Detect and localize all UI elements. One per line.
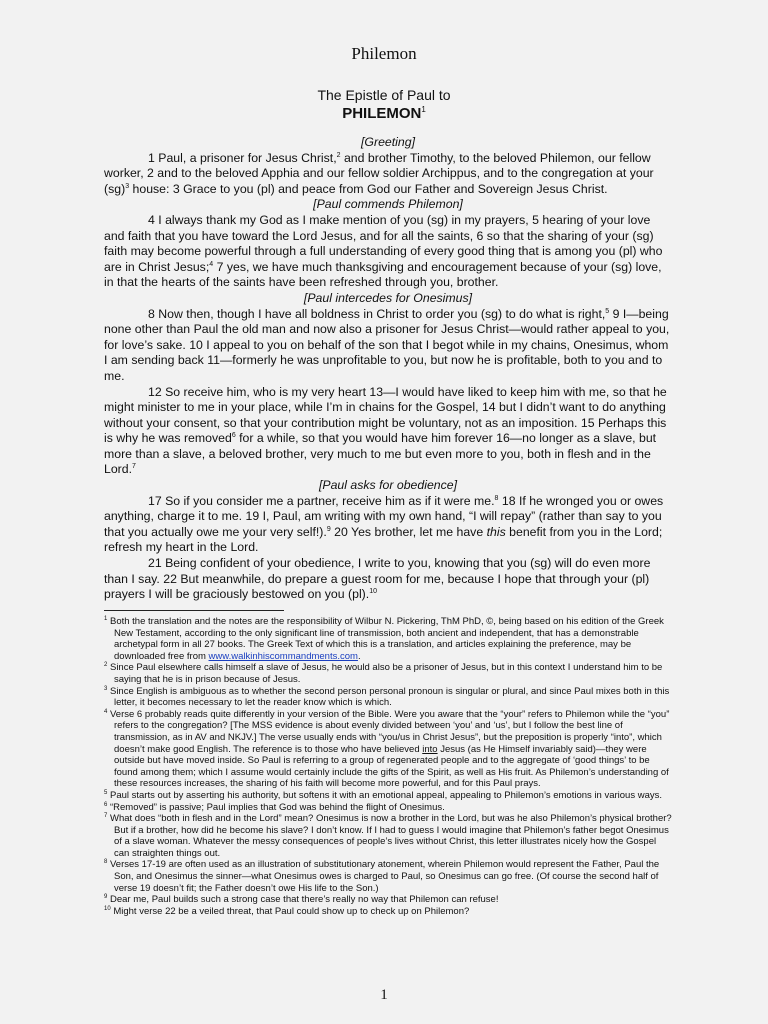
text-run: 1 Paul, a prisoner for Jesus Christ, — [148, 150, 337, 165]
text-run: benefit from you in the Lord; refresh my heart in the Lord. — [104, 524, 663, 555]
text-run: 20 Yes brother, let me have — [330, 524, 487, 539]
paragraph — [104, 494, 672, 556]
footnote-number: 10 — [104, 905, 111, 912]
running-header: Philemon — [351, 44, 417, 63]
footnote-number: 3 — [104, 685, 108, 692]
footnote-text: Dear me, Paul builds such a strong case that there’s really no way that Philemon can refuse! — [107, 894, 499, 906]
footnote-number: 2 — [104, 662, 108, 669]
footnote — [104, 709, 672, 790]
page-number: 1 — [380, 987, 388, 1003]
footnote-separator — [104, 610, 284, 611]
paragraph — [104, 556, 672, 603]
section-heading: [Greeting] — [361, 135, 415, 149]
section-heading: [Paul intercedes for Onesimus] — [303, 290, 473, 305]
title-subline: The Epistle of Paul to — [317, 87, 451, 103]
footnote-ref: 9 — [326, 525, 331, 533]
title-main — [0, 104, 768, 124]
text-run: house: 3 Grace to you (pl) and peace from God our Father and Sovereign Jesus Christ. — [129, 181, 608, 196]
footnote — [104, 616, 672, 662]
footnote-text: Verse 6 probably reads quite differently in your version of the Bible. Were you aware that the “your” refers to Philemon while the “you” refers to the congregation? [The MSS evidence is about evenly divided between ‘you’ and ‘us’, but I follow the best line of transmission, as in AV and NKJV.] The verse usually ends with “you/us in Christ Jesus”, but the preposition is properly “into”, which doesn’t make good English. The reference is to those who have believed — [107, 708, 670, 755]
footnote-text: “Removed” is passive; Paul implies that God was behind the flight of Onesimus. — [107, 801, 445, 813]
footnote-ref: 4 — [209, 260, 214, 268]
footnote-text: Verses 17-19 are often used as an illustration of substitutionary atonement, wherein Philemon would represent the Father, Paul the Son, and Onesimus the sinner—what Onesimus owes is charged to Paul, so Onesimus can go free. (Of course the second half of verse 19 doesn’t fit; the Father doesn’t owe His life to the Son.) — [107, 859, 660, 894]
text-run: 8 Now then, though I have all boldness in Christ to order you (sg) to do what is right, — [148, 306, 606, 321]
footnote-text: Paul starts out by asserting his authority, but softens it with an emotional appeal, appealing to Philemon’s emotions in various ways. — [107, 789, 662, 801]
footnote-text: Since English is ambiguous as to whether the second person personal pronoun is singular or plural, and since Paul mixes both in this letter, it becomes necessary to let the reader know which is which. — [107, 685, 670, 709]
footnote — [104, 802, 672, 814]
text-run: 21 Being confident of your obedience, I write to you, knowing that you (sg) will do even more than I say. 22 But meanwhile, do prepare a guest room for me, because I hope that through your (pl) prayers I will be graciously bestowed on you (pl). — [104, 556, 651, 602]
text-run: 17 So if you consider me a partner, receive him as if it were me. — [148, 493, 495, 508]
footnote-ref: 3 — [125, 182, 130, 190]
text-run: 7 yes, we have much thanksgiving and encouragement because of your (sg) love, in that the hearts of the saints have been refreshed through you, brother. — [104, 259, 662, 290]
epistle-body — [104, 135, 672, 603]
footnote-ref: 5 — [605, 307, 610, 315]
text-run: 9 I—being none other than Paul the old man and now also a prisoner for Jesus Christ—would rather appeal to you, for love’s sake. 10 I appeal to you on behalf of the son that I begot while in my chains, Onesimus, whom I am sending back 11—formerly he was unprofitable to you, but now he is profitable, both to you and to me. — [104, 306, 670, 383]
paragraph — [104, 151, 672, 198]
footnote-ref: 7 — [132, 463, 136, 471]
footnote-ref: 1 — [421, 105, 426, 114]
title-block — [0, 87, 768, 124]
footnote-number: 1 — [104, 615, 108, 622]
text-run: 12 So receive him, who is my very heart 13—I would have liked to keep him with me, so that he might minister to me in your place, while I’m in chains for the Gospel, 14 but I didn’t want to do anything without your consent, so that your contribution might be voluntary, not as an imposition. 15 Perhaps this is why he was removed — [104, 384, 667, 446]
footnote — [104, 662, 672, 685]
footnote-number: 9 — [104, 894, 108, 901]
underlined-word: into — [422, 743, 438, 755]
text-run: for a while, so that you would have him forever 16—no longer as a slave, but more than a slave, a beloved brother, very much to me but even more to you, both in flesh and in the Lord. — [104, 431, 657, 477]
footnote — [104, 859, 672, 894]
footnote-number: 8 — [104, 859, 108, 866]
footnote-text: Might verse 22 be a veiled threat, that Paul could show up to check up on Philemon? — [110, 905, 470, 917]
footnote-number: 5 — [104, 789, 108, 796]
footnote-ref: 10 — [369, 588, 377, 596]
footnote-text: Jesus (as He Himself invariably said)—they were outside but have moved inside. So Paul is referring to a group of regenerated people and to the aggregate of ‘good things’ to be found among them; which I assume would certainly include the gifts of the Spirit, as well as His fruit. As Philemon’s understanding of these resources increases, the sharing of his faith will become more powerful, and for this Paul prays. — [114, 743, 669, 790]
paragraph — [104, 307, 672, 385]
footnote-ref: 6 — [231, 432, 236, 440]
footnote-text: What does “both in flesh and in the Lord” mean? Onesimus is now a brother in the Lord, but was he also Philemon’s physical brother? But if a brother, how did he become his slave? I don’t know. If I had to guess I would imagine that Philemon’s father begot Onesimus of a slave woman. Whatever the messy consequences of people’s lives without Christ, this letter illustrates nicely how the Gospel can straighten things out. — [107, 813, 672, 859]
text-run: 4 I always thank my God as I make mention of you (sg) in my prayers, 5 hearing of your love and faith that you have toward the Lord Jesus, and for all the saints, 6 so that the sharing of your (sg) faith may become powerful through a full understanding of every good thing that is among you (pl) who are in Christ Jesus; — [104, 212, 663, 274]
footnote-ref: 2 — [336, 151, 341, 159]
footnote-text: . — [357, 650, 361, 662]
footnote-number: 7 — [104, 812, 108, 819]
footnote-ref: 8 — [494, 494, 499, 502]
text-run: and brother Timothy, to the beloved Philemon, our fellow worker, 2 and to the beloved Apphia and our fellow soldier Archippus, and to the congregation at your (sg) — [104, 150, 654, 196]
footnote-number: 6 — [104, 801, 108, 808]
footnote-number: 4 — [104, 708, 108, 715]
section-heading: [Paul commends Philemon] — [313, 197, 463, 212]
paragraph — [104, 385, 672, 479]
footnotes — [104, 616, 672, 917]
footnote — [104, 906, 672, 918]
footnote-text: Both the translation and the notes are the responsibility of Wilbur N. Pickering, ThM PhD, ©, being based on his edition of the Greek New Testament, according to the only significant line of transmission, both ancient and independent, that has a demonstrable archetypal form in all 27 books. The Greek Text of which this is a translation, and articles explaining the preference, may be downloaded free from — [107, 616, 664, 662]
footnote — [104, 813, 672, 859]
emphasis: this — [486, 524, 506, 539]
section-heading: [Paul asks for obedience] — [318, 478, 458, 493]
footnote — [104, 686, 672, 709]
text-run: 18 If he wronged you or owes anything, charge it to me. 19 I, Paul, am writing with my own hand, “I will repay” (rather than say to you that you actually owe me your very self!). — [104, 493, 664, 539]
paragraph — [104, 213, 672, 291]
website-link[interactable]: www.walkinhiscommandments.com — [208, 650, 358, 662]
footnote — [104, 790, 672, 802]
footnote — [104, 894, 672, 906]
footnote-text: Since Paul elsewhere calls himself a slave of Jesus, he would also be a prisoner of Jesus, but in this context I understand him to be saying that he is in prison because of Jesus. — [107, 662, 663, 685]
title-text: PHILEMON — [342, 105, 422, 122]
